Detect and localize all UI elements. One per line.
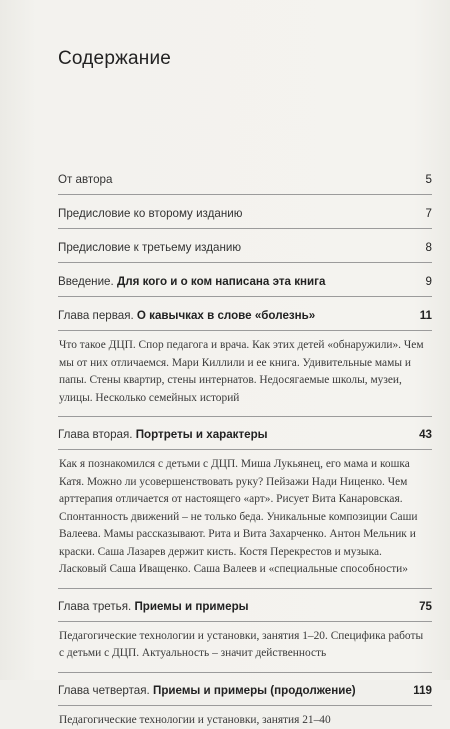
divider [58,228,432,229]
divider [58,262,432,263]
toc-entry-chapter-1 [58,308,432,417]
toc-entry-prefix: Глава первая. [58,309,134,322]
toc-entry-description: Как я познакомился с детьми с ДЦП. Миша Лукьянец, его мама и кошка Катя. Можно ли усовершенствовать руку? Пейзажи Нади Ниценко. Чем арттерапия отличается от настоящего «арт». Рисует Вита Канаровская. Спонтанность движений – не только беда. Уникальные композиции Саши Валеева. Мамы рассказывают. Рита и Вита Захарченко. Антон Мельник и краски. Саша Лазарев держит кисть. Костя Перекрестов и музыка. Ласковый Саша Иващенко. Саша Валеев и «специальные способности» [58,456,424,579]
toc-entry-chapter-2 [58,427,432,589]
toc-page-number: 7 [426,206,432,222]
toc-entry-author [58,172,432,195]
divider [58,330,432,331]
divider [58,672,432,673]
toc-entry-chapter-4 [58,683,432,729]
table-of-contents [58,172,432,729]
toc-entry-subtitle: Приемы и примеры (продолжение) [153,684,356,697]
toc-entry-prefix: Глава вторая. [58,428,132,441]
toc-entry-label: От автора [58,172,112,188]
toc-entry-label: Предисловие к третьему изданию [58,240,241,256]
toc-entry-preface-3 [58,240,432,263]
divider [58,449,432,450]
toc-entry-label: Предисловие ко второму изданию [58,206,242,222]
toc-entry-preface-2 [58,206,432,229]
divider [58,705,432,706]
divider [58,416,432,417]
toc-page-number: 43 [419,427,432,443]
toc-entry-description: Педагогические технологии и установки, занятия 21–40 [58,712,424,729]
toc-page-number: 9 [426,274,432,290]
toc-entry-subtitle: Приемы и примеры [134,600,248,613]
toc-page-number: 8 [426,240,432,256]
toc-entry-introduction [58,274,432,297]
toc-entry-subtitle: О кавычках в слове «болезнь» [137,309,315,322]
divider [58,296,432,297]
toc-page-number: 11 [420,308,432,324]
toc-page-number: 75 [419,599,432,615]
toc-page-number: 5 [426,172,432,188]
toc-page-number: 119 [413,683,432,699]
divider [58,621,432,622]
page-title: Содержание [58,48,171,70]
toc-entry-subtitle: Портреты и характеры [136,428,268,441]
toc-entry-subtitle: Для кого и о ком написана эта книга [117,275,325,288]
divider [58,194,432,195]
divider [58,588,432,589]
toc-entry-prefix: Введение. [58,275,114,288]
toc-entry-prefix: Глава третья. [58,600,131,613]
toc-entry-description: Педагогические технологии и установки, занятия 1–20. Специфика работы с детьми с ДЦП. Актуальность – значит действенность [58,628,424,663]
toc-entry-chapter-3 [58,599,432,673]
toc-entry-prefix: Глава четвертая. [58,684,150,697]
toc-entry-description: Что такое ДЦП. Спор педагога и врача. Как этих детей «обнаружили». Чем мы от них отличаемся. Мари Киллили и ее книга. Удивительные мамы и папы. Стены квартир, стены интернатов. Недосягаемые школы, музеи, улицы. Несколько семейных историй [58,337,424,407]
